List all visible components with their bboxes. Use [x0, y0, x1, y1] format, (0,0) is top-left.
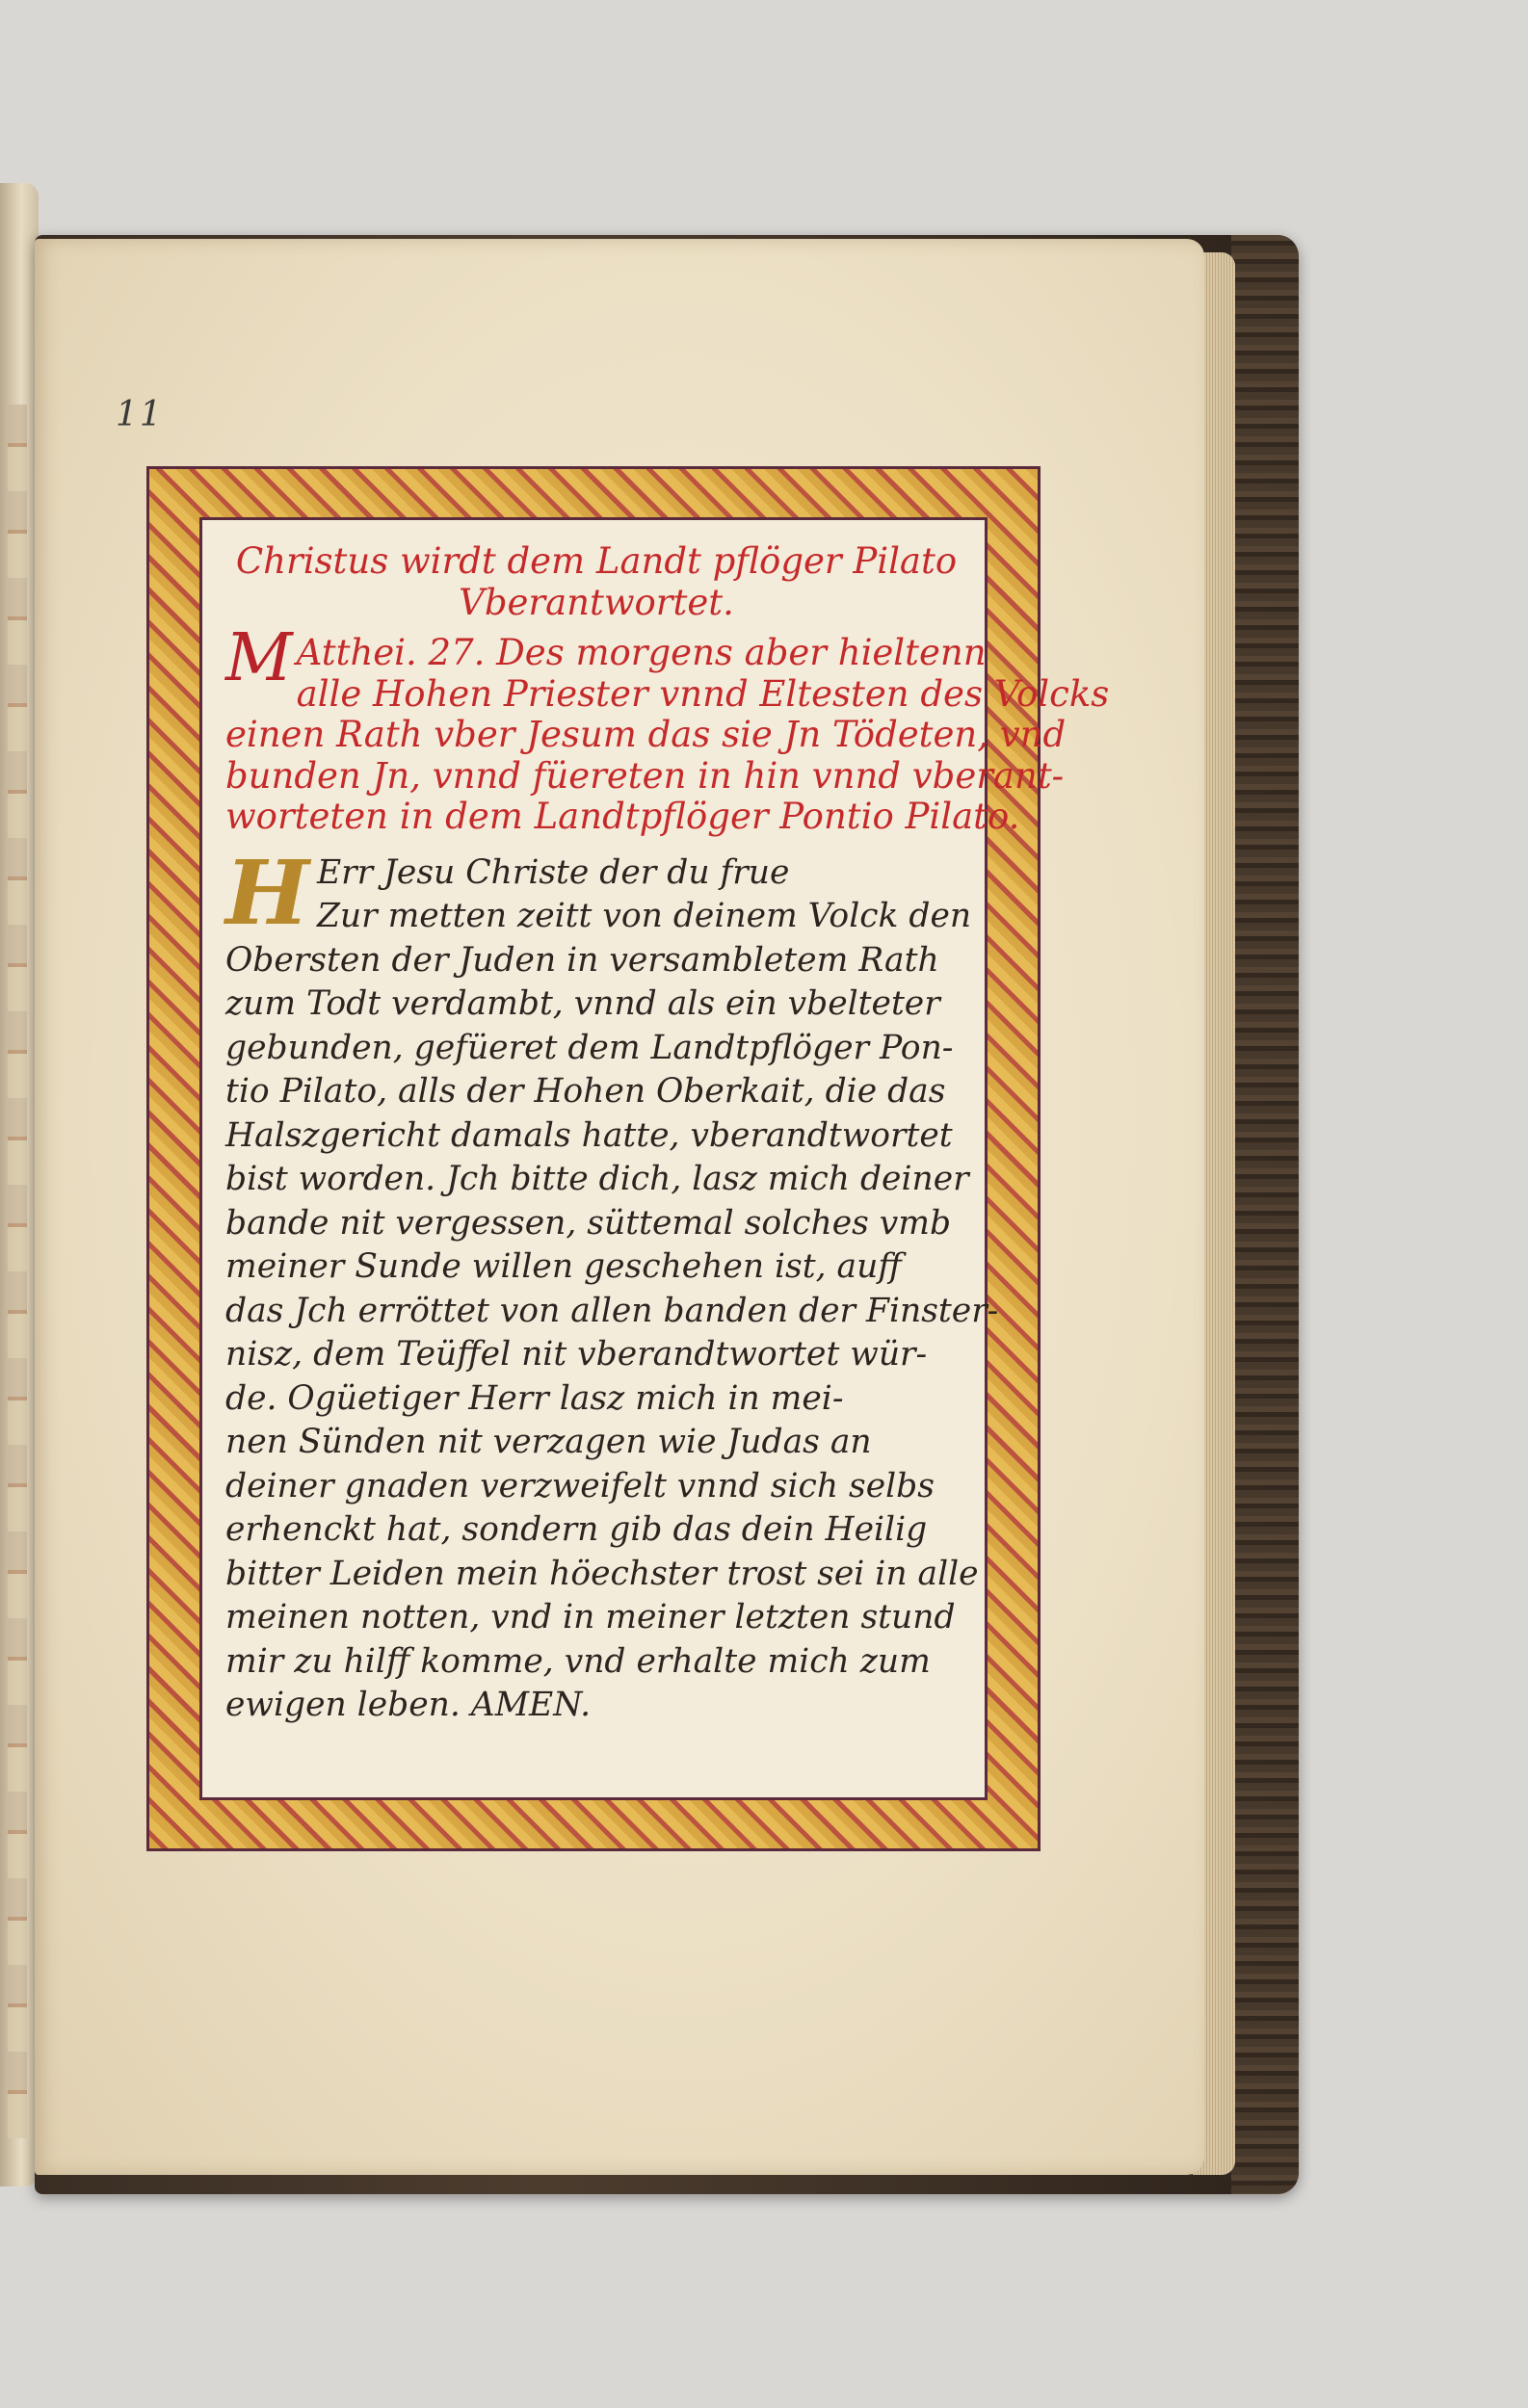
prayer-line: erhenckt hat, sondern gib das dein Heilig: [225, 1510, 928, 1550]
prayer-line: Obersten der Juden in versambletem Rath: [225, 940, 939, 980]
rubric-line: einen Rath vber Jesum das sie Jn Tödeten, vnd: [225, 714, 1067, 756]
prayer-line: zum Todt verdambt, vnnd als ein vbelteter: [225, 984, 940, 1024]
prayer-line: gebunden, gefüeret dem Landtpflöger Pon-: [225, 1028, 954, 1067]
prayer-line: meiner Sunde willen geschehen ist, auff: [225, 1247, 902, 1287]
rubric-title-line: Vberantwortet.: [459, 581, 734, 623]
rubric-scripture-reference: [225, 620, 1110, 838]
prayer-line: mir zu hilff komme, vnd erhalte mich zum: [225, 1641, 931, 1681]
ornamental-border: [146, 466, 1110, 1851]
prayer-line: das Jch erröttet von allen banden der Finster-: [225, 1291, 999, 1330]
rubric-line: worteten in dem Landtpflöger Pontio Pilato.: [225, 796, 1020, 838]
prayer-text: [225, 840, 999, 1728]
prayer-line: bist worden. Jch bitte dich, lasz mich deiner: [225, 1160, 969, 1199]
rubric-title: [225, 541, 967, 623]
prayer-line: Halszgericht damals hatte, vberandtwortet: [225, 1115, 953, 1155]
rubric-line: alle Hohen Priester vnnd Eltesten des Volcks: [296, 672, 1110, 715]
prayer-line: deiner gnaden verzweifelt vnnd sich selbs: [225, 1466, 935, 1505]
folio-number: 11: [116, 395, 164, 434]
rubric-title-line: Christus wirdt dem Landt pflöger Pilato: [235, 540, 958, 582]
prayer-line: de. Ogüetiger Herr lasz mich in mei-: [225, 1378, 844, 1418]
rubric-line: Atthei. 27. Des morgens aber hieltenn: [296, 632, 987, 674]
rubric-initial: M: [225, 620, 293, 697]
prayer-line: Zur metten zeitt von deinem Volck den: [316, 897, 972, 936]
gold-initial: H: [225, 840, 309, 945]
prayer-line: meinen notten, vnd in meiner letzten stund: [225, 1598, 956, 1637]
prayer-line: bitter Leiden mein höechster trost sei in alle: [225, 1554, 979, 1593]
prayer-line: bande nit vergessen, süttemal solches vmb: [225, 1203, 952, 1243]
text-block: [225, 540, 1110, 1786]
prayer-line: tio Pilato, alls der Hohen Oberkait, die das: [225, 1072, 946, 1112]
text-panel: [199, 517, 1110, 1800]
prayer-line: nen Sünden nit verzagen wie Judas an: [225, 1423, 872, 1462]
facing-page-edge: [0, 183, 39, 2186]
prayer-line: ewigen leben. AMEN.: [225, 1686, 592, 1725]
facing-page-illumination-strip: [8, 405, 27, 2138]
rubric-line: bunden Jn, vnnd füereten in hin vnnd vberant-: [225, 754, 1065, 797]
prayer-line: Err Jesu Christe der du frue: [316, 852, 790, 892]
prayer-line: nisz, dem Teüffel nit vberandtwortet wür-: [225, 1335, 928, 1374]
leather-spine-edge: [1231, 235, 1299, 2194]
